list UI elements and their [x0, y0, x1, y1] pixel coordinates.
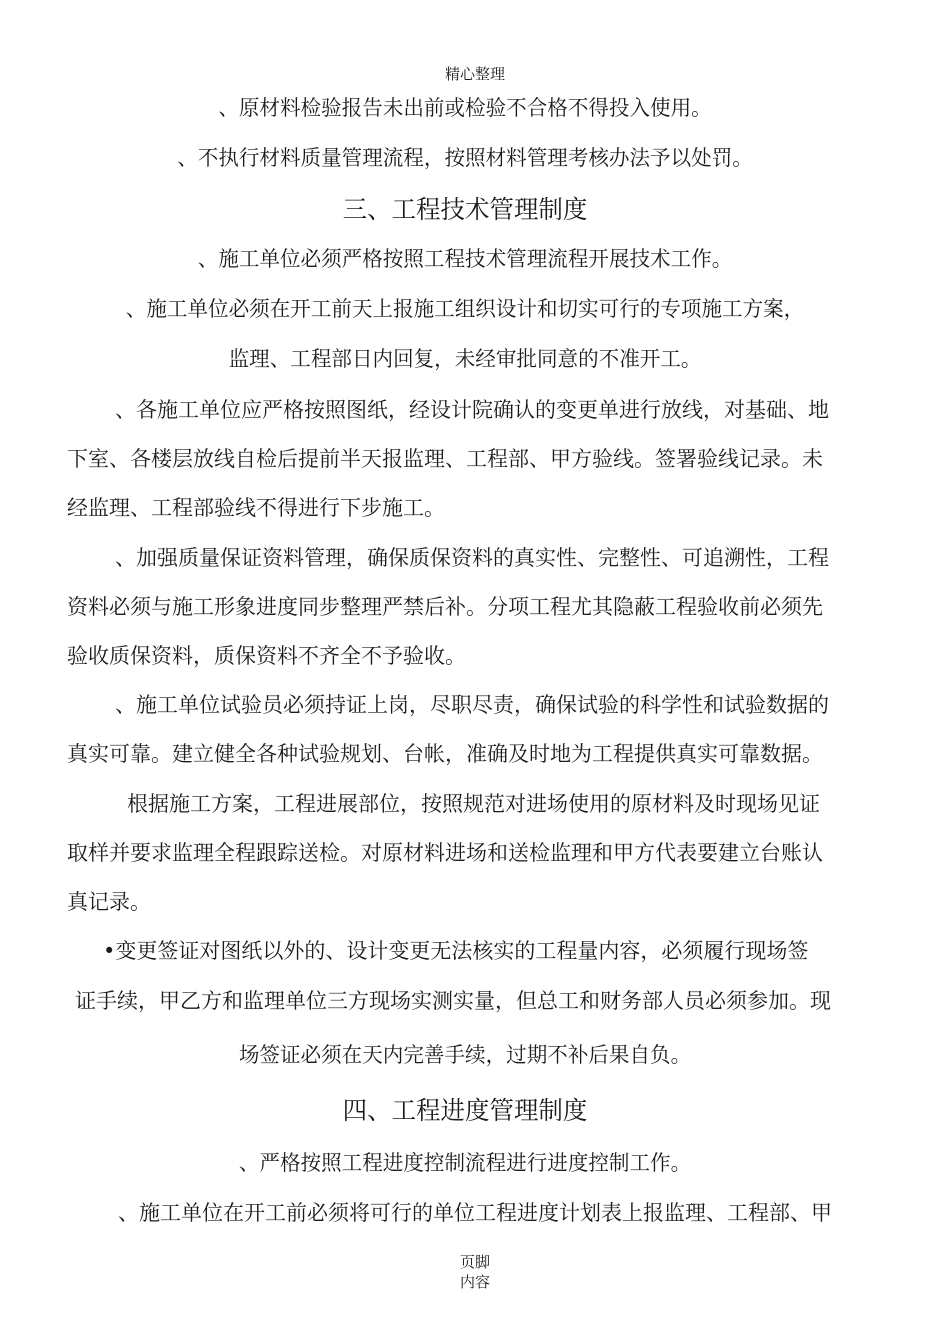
- paragraph-line: 真实可靠。建立健全各种试验规划、台帐，准确及时地为工程提供真实可靠数据。: [67, 742, 823, 766]
- paragraph-line: 经监理、工程部验线不得进行下步施工。: [67, 496, 445, 520]
- section-heading: 四、工程进度管理制度: [342, 1096, 588, 1125]
- paragraph-line: 资料必须与施工形象进度同步整理严禁后补。分项工程尤其隐蔽工程验收前必须先: [67, 595, 823, 619]
- paragraph-line: 、加强质量保证资料管理，确保质保资料的真实性、完整性、可追溯性，工程: [115, 546, 829, 570]
- paragraph-line: 真记录。: [67, 890, 151, 914]
- paragraph-line: 验收质保资料，质保资料不齐全不予验收。: [67, 644, 466, 668]
- page-footer-line2: 内容: [459, 1273, 490, 1291]
- paragraph-line: 、施工单位在开工前必须将可行的单位工程进度计划表上报监理、工程部、甲: [118, 1201, 832, 1225]
- paragraph-line: 证手续，甲乙方和监理单位三方现场实测实量，但总工和财务部人员必须参加。现: [75, 989, 831, 1013]
- paragraph-line: 监理、工程部日内回复，未经审批同意的不准开工。: [228, 347, 702, 371]
- paragraph-line: 、施工单位试验员必须持证上岗，尽职尽责，确保试验的科学性和试验数据的: [115, 693, 829, 717]
- paragraph-line: 、各施工单位应严格按照图纸，经设计院确认的变更单进行放线，对基础、地: [115, 398, 829, 422]
- paragraph-line: •变更签证对图纸以外的、设计变更无法核实的工程量内容，必须履行现场签: [103, 939, 809, 963]
- paragraph-line: 、施工单位必须严格按照工程技术管理流程开展技术工作。: [197, 247, 733, 271]
- paragraph-line: 、不执行材料质量管理流程，按照材料管理考核办法予以处罚。: [177, 146, 753, 170]
- page-footer-line1: 页脚: [459, 1253, 490, 1271]
- paragraph-line: 场签证必须在天内完善手续，过期不补后果自负。: [238, 1043, 692, 1067]
- paragraph-line: 取样并要求监理全程跟踪送检。对原材料进场和送检监理和甲方代表要建立台账认: [67, 841, 823, 865]
- section-heading: 三、工程技术管理制度: [342, 195, 588, 224]
- paragraph-line: 、施工单位必须在开工前天上报施工组织设计和切实可行的专项施工方案，: [125, 297, 805, 321]
- paragraph-line: 、原材料检验报告未出前或检验不合格不得投入使用。: [218, 96, 712, 120]
- paragraph-line: 根据施工方案，工程进展部位，按照规范对进场使用的原材料及时现场见证: [127, 792, 820, 816]
- paragraph-line: 、严格按照工程进度控制流程进行进度控制工作。: [238, 1151, 692, 1175]
- paragraph-line: 下室、各楼层放线自检后提前半天报监理、工程部、甲方验线。签署验线记录。未: [67, 447, 823, 471]
- page-header: 精心整理: [444, 65, 505, 83]
